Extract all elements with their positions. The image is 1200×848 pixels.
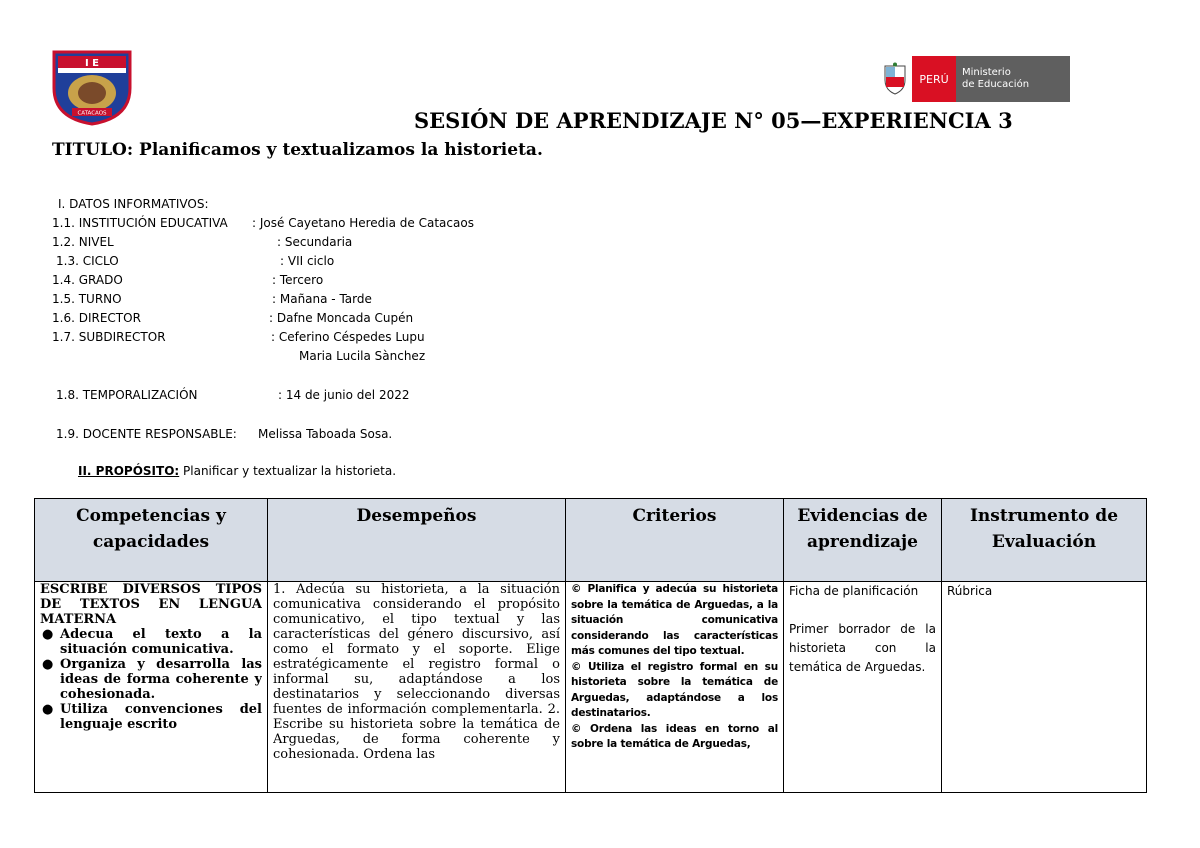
datos-row bbox=[56, 427, 656, 443]
cell-instrumento bbox=[942, 582, 1147, 793]
purpose bbox=[78, 464, 396, 478]
evidencia-item: Primer borrador de la historieta con la temática de Arguedas. bbox=[789, 622, 936, 674]
list-item bbox=[40, 657, 262, 702]
capacidad-text: Adecua el texto a la situación comunicativa. bbox=[60, 627, 262, 657]
datos-value: : 14 de junio del 2022 bbox=[278, 388, 410, 402]
header-evidencias: Evidencias de aprendizaje bbox=[784, 499, 942, 582]
datos-row bbox=[52, 349, 652, 365]
list-item bbox=[40, 627, 262, 657]
datos-label: 1.7. SUBDIRECTOR bbox=[52, 330, 166, 344]
instrumento-text: Rúbrica bbox=[947, 584, 993, 598]
list-item bbox=[40, 702, 262, 732]
datos-header: I. DATOS INFORMATIVOS: bbox=[58, 197, 209, 211]
criterio-item: © Utiliza el registro formal en su historieta sobre la temática de Arguedas, adaptándose a los destinatarios. bbox=[571, 660, 778, 719]
datos-label: 1.4. GRADO bbox=[52, 273, 123, 287]
datos-row bbox=[52, 330, 652, 346]
datos-row bbox=[52, 273, 652, 289]
datos-label: 1.3. CICLO bbox=[56, 254, 119, 268]
school-logo bbox=[50, 48, 134, 126]
desempenos-text: 1. Adecúa su historieta, a la situación comunicativa considerando el propósito comunicativo, el tipo textual y las características del género discursivo, así como el formato y el soporte. Elige estratégicamente el registro formal o informal su, adaptándose a los destinatarios y seleccionando diversas fuentes de información complementarla. 2. Escribe su historieta sobre la temática de Arguedas, de forma coherente y cohesionada. Ordena las bbox=[273, 582, 560, 762]
ministry-logo bbox=[878, 56, 1070, 102]
ministry-line-2: de Educación bbox=[962, 79, 1030, 90]
header-competencias: Competencias y capacidades bbox=[35, 499, 268, 582]
bullet-icon: ● bbox=[42, 702, 54, 717]
session-title: SESIÓN DE APRENDIZAJE N° 05—EXPERIENCIA 3 bbox=[414, 108, 1013, 133]
datos-row bbox=[52, 235, 652, 251]
datos-label: 1.2. NIVEL bbox=[52, 235, 114, 249]
coat-of-arms-icon bbox=[878, 56, 912, 102]
competencia-title: ESCRIBE DIVERSOS TIPOS DE TEXTOS EN LENGUA MATERNA bbox=[40, 582, 262, 627]
evidencia-item: Ficha de planificación bbox=[789, 584, 919, 598]
datos-value: : Tercero bbox=[272, 273, 324, 287]
datos-value: : Ceferino Céspedes Lupu bbox=[271, 330, 425, 344]
peru-label: PERÚ bbox=[912, 56, 956, 102]
datos-label: 1.6. DIRECTOR bbox=[52, 311, 141, 325]
datos-row bbox=[56, 254, 656, 270]
ministry-line-1: Ministerio bbox=[962, 67, 1011, 78]
school-logo-banner: CATACAOS bbox=[77, 110, 107, 117]
datos-label: 1.9. DOCENTE RESPONSABLE: bbox=[56, 427, 237, 441]
datos-value: : Mañana - Tarde bbox=[272, 292, 372, 306]
purpose-label: II. PROPÓSITO: bbox=[78, 464, 180, 478]
cell-competencias bbox=[35, 582, 268, 793]
datos-row bbox=[56, 388, 656, 404]
criterio-item: © Ordena las ideas en torno al sobre la temática de Arguedas, bbox=[571, 722, 778, 750]
header-desempenos: Desempeños bbox=[268, 499, 566, 582]
datos-row bbox=[52, 311, 652, 327]
datos-label: 1.8. TEMPORALIZACIÓN bbox=[56, 388, 198, 402]
capacidad-text: Utiliza convenciones del lenguaje escrito bbox=[60, 702, 262, 732]
bullet-icon: ● bbox=[42, 657, 54, 672]
main-title: TITULO: Planificamos y textualizamos la historieta. bbox=[52, 140, 543, 160]
cell-criterios bbox=[566, 582, 784, 793]
capacidad-text: Organiza y desarrolla las ideas de forma coherente y cohesionada. bbox=[60, 657, 262, 702]
bullet-icon: ● bbox=[42, 627, 54, 642]
header-instrumento: Instrumento de Evaluación bbox=[942, 499, 1147, 582]
datos-label: 1.1. INSTITUCIÓN EDUCATIVA bbox=[52, 216, 228, 230]
purpose-text: Planificar y textualizar la historieta. bbox=[183, 464, 397, 478]
header-criterios: Criterios bbox=[566, 499, 784, 582]
planning-table bbox=[34, 498, 1147, 793]
cell-evidencias bbox=[784, 582, 942, 793]
datos-label: 1.5. TURNO bbox=[52, 292, 122, 306]
datos-value: : VII ciclo bbox=[280, 254, 335, 268]
datos-row bbox=[52, 292, 652, 308]
datos-value: Maria Lucila Sànchez bbox=[299, 349, 426, 363]
capacidades-list bbox=[40, 627, 262, 732]
datos-value: Melissa Taboada Sosa. bbox=[258, 427, 393, 441]
school-logo-letters: I E bbox=[84, 58, 100, 69]
ministry-label bbox=[956, 56, 1070, 102]
datos-row bbox=[52, 216, 652, 232]
criterio-item: © Planifica y adecúa su historieta sobre la temática de Arguedas, a la situación comunicativa considerando las características más comunes del tipo textual. bbox=[571, 583, 778, 657]
datos-value: : Secundaria bbox=[277, 235, 353, 249]
cell-desempenos bbox=[268, 582, 566, 793]
datos-value: : Dafne Moncada Cupén bbox=[269, 311, 414, 325]
datos-value: : José Cayetano Heredia de Catacaos bbox=[252, 216, 474, 230]
